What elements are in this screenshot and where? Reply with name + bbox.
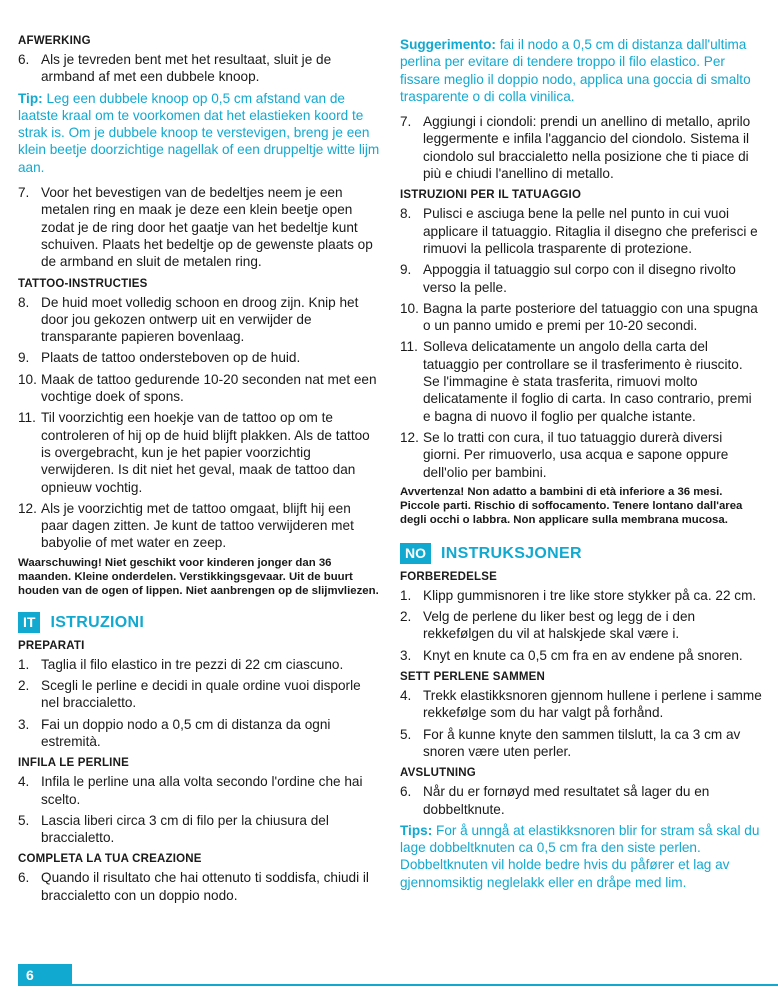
page-number: 6 [18, 964, 72, 986]
no-step-1: 1. Klipp gummisnoren i tre like store stykker på ca. 22 cm. [400, 587, 757, 603]
it-step-7: 7. Aggiungi i ciondoli: prendi un anellino di metallo, aprilo leggermente e infila l'aggancio del ciondolo. Sistema il ciondolo sul braccialetto nella posizione che ti piace di più e chiudi l'anellino di metallo. [400, 114, 751, 182]
it-step-3: 3. Fai un doppio nodo a 0,5 cm di distanza da ogni estremità. [18, 716, 331, 749]
no-step-5: 5. For å kunne knyte den sammen tilslutt, la ca 3 cm av snoren være uten perler. [400, 726, 741, 759]
it-step-4: 4. Infila le perline una alla volta secondo l'ordine che hai scelto. [18, 774, 363, 807]
nl-warning: Waarschuwing! Niet geschikt voor kinderen jonger dan 36 maanden. Kleine onderdelen. Verstikkingsgevaar. Uit de buurt houden van de ogen of lippen. Niet aanbrengen op de slijmvliezen. [18, 556, 379, 597]
no-step-6: 6. Når du er fornøyd med resultatet så lager du en dobbeltknute. [400, 784, 710, 817]
nl-step-7: 7. Voor het bevestigen van de bedeltjes neem je een metalen ring en maak je deze een klein beetje open zodat je de ring door het gaatje van het bedeltje kunt schuiven. Plaats het bedeltje op de gewenste plaats op de armband en sluit de metalen ring. [18, 185, 373, 270]
it-step-10: 10. Bagna la parte posteriore del tatuaggio con una spugna o un panno umido e premi per 10-20 secondi. [400, 300, 758, 334]
nl-step-9: 9. Plaats de tattoo ondersteboven op de huid. [18, 350, 301, 366]
right-column [400, 28, 762, 899]
no-section-title [400, 543, 762, 564]
nl-tattoo-heading: TATTOO-INSTRUCTIES [18, 277, 148, 290]
it-tip: Suggerimento: fai il nodo a 0,5 cm di distanza dall'ultima perlina per evitare di tendere troppo il filo elastico. Per fissare meglio il doppio nodo, applica una goccia di smalto trasparente o di colla vinilica. [400, 37, 751, 104]
no-step-4: 4. Trekk elastikksnoren gjennom hullene i perlene i samme rekkefølge som du har valgt på forhånd. [400, 688, 762, 721]
it-step-5: 5. Lascia liberi circa 3 cm di filo per la chiusura del braccialetto. [18, 812, 329, 846]
it-title: ISTRUZIONI [50, 613, 145, 631]
it-complete-heading: COMPLETA LA TUA CREAZIONE [18, 853, 202, 866]
it-section-title [18, 612, 380, 633]
it-step-6: 6. Quando il risultato che hai ottenuto ti soddisfa, chiudi il braccialetto con un doppio nodo. [18, 870, 369, 903]
nl-step-8: 8. De huid moet volledig schoon en droog zijn. Knip het door jou gekozen ontwerp uit en verwijder de transparante papieren bovenlaag. [18, 294, 359, 345]
no-tip: Tips: For å unngå at elastikksnoren blir for stram så skal du lage dobbeltknuten ca 0,5 cm fra den siste perlen. Dobbeltknuten vil holde bedre hvis du påfører et lag av gjennomsiktig neglelakk eller en dråpe med lim. [400, 822, 760, 890]
left-column [18, 28, 380, 908]
no-step-3: 3. Knyt en knute ca 0,5 cm fra en av endene på snoren. [400, 647, 743, 663]
no-language-badge: NO [400, 543, 431, 564]
no-prep-heading: FORBEREDELSE [400, 570, 497, 583]
it-step-12: 12. Se lo tratti con cura, il tuo tatuaggio durerà diversi giorni. Per rimuoverlo, usa acqua e sapone oppure dell'olio per bambini. [400, 429, 729, 480]
it-step-11: 11. Solleva delicatamente un angolo della carta del tatuaggio per controllare se il trasferimento è riuscito. Se l'immagine è stata trasferita, rimuovi molto delicatamente il foglio di carta. In caso contrario, premi e bagna di nuovo il foglio per qualche istante. [400, 339, 752, 424]
nl-step-6: 6. Als je tevreden bent met het resultaat, sluit je de armband af met een dubbele knoop. [18, 52, 332, 85]
no-title: INSTRUKSJONER [441, 544, 582, 562]
nl-step-12: 12. Als je voorzichtig met de tattoo omgaat, blijft hij een paar dagen zitten. Je kunt de tattoo verwijderen met babyolie of met water en zeep. [18, 500, 354, 551]
it-prep-heading: PREPARATI [18, 639, 85, 652]
nl-step-10: 10. Maak de tattoo gedurende 10-20 seconden nat met een vochtige doek of spons. [18, 371, 377, 405]
no-finish-heading: AVSLUTNING [400, 767, 476, 780]
no-step-2: 2. Velg de perlene du liker best og legg de i den rekkefølgen du vil at halskjede skal være i. [400, 609, 696, 642]
footer-divider [72, 984, 778, 986]
nl-step-11: 11. Til voorzichtig een hoekje van de tattoo op om te controleren of hij op de huid blijft plakken. Als de tattoo is overgebracht, kun je het papier voorzichtig verwijderen. Is dit niet het geval, maak de tattoo dan opnieuw vochtig. [18, 410, 370, 495]
it-step-2: 2. Scegli le perline e decidi in quale ordine vuoi disporle nel braccialetto. [18, 678, 361, 711]
it-warning: Avvertenza! Non adatto a bambini di età inferiore a 36 mesi. Piccole parti. Rischio di soffocamento. Tenere lontano dall'area degli occhi o labbra. Non applicare sulla membrana mucosa. [400, 485, 743, 526]
it-thread-heading: INFILA LE PERLINE [18, 757, 129, 770]
it-step-8: 8. Pulisci e asciuga bene la pelle nel punto in cui vuoi applicare il tatuaggio. Ritaglia il disegno che preferisci e rimuovi la pellicola trasparente di protezione. [400, 206, 758, 256]
it-tattoo-heading: ISTRUZIONI PER IL TATUAGGIO [400, 189, 582, 202]
nl-tip: Tip: Leg een dubbele knoop op 0,5 cm afstand van de laatste kraal om te voorkomen dat het elastieken koord te strak is. Om je dubbele knoop te verstevigen, breng je een klein beetje doorzichtige nagellak of een druppeltje witte lijm aan. [18, 90, 380, 175]
it-step-1: 1. Taglia il filo elastico in tre pezzi di 22 cm ciascuno. [18, 656, 344, 672]
no-assemble-heading: SETT PERLENE SAMMEN [400, 671, 546, 684]
it-language-badge: IT [18, 612, 40, 633]
nl-finish-heading: AFWERKING [18, 35, 91, 47]
it-step-9: 9. Appoggia il tatuaggio sul corpo con il disegno rivolto verso la pelle. [400, 262, 736, 295]
